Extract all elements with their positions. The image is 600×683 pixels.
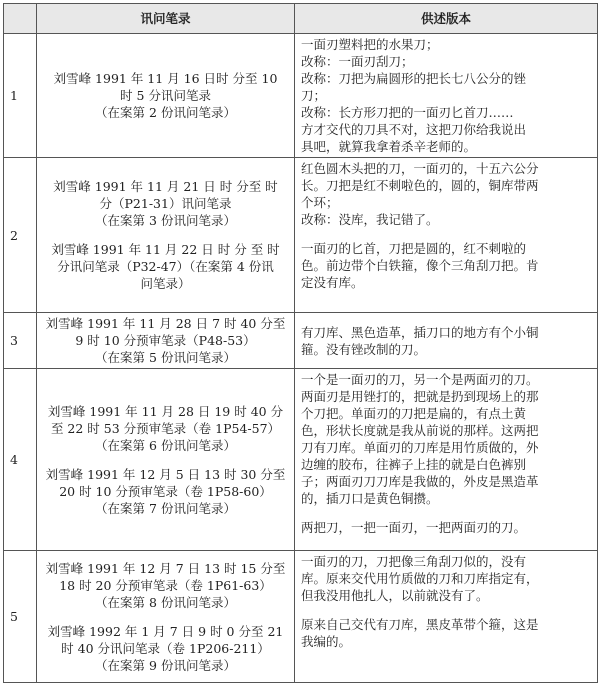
record-entry (43, 178, 288, 229)
version-line: 库。原来交代用竹质做的刀和刀库指定有， (301, 571, 539, 586)
record-line: 刘雪峰 1991 年 12 月 5 日 13 时 30 分至 (45, 466, 286, 482)
version-line: 的，插刀口是黄色铜攒。 (301, 491, 439, 506)
record-line: 分（P21-31）讯问笔录 (99, 196, 232, 211)
version-entry (301, 616, 591, 650)
table-row (4, 158, 598, 313)
version-line: 色，形状长度就是我从前说的那样。这两把 (301, 423, 539, 438)
record-line: 分讯问笔录（P32-47）（在案第 4 份讯 (57, 259, 274, 274)
record-line: 时 40 分讯问笔录（卷 1P206-211） (61, 640, 270, 656)
version-line: 改称：刀把为扁圆形的把长七八公分的锉 (301, 71, 527, 86)
version-line: 一个是一面刃的刀，另一个是两面刃的刀。 (301, 372, 539, 387)
version-line: 个环； (301, 195, 339, 210)
version-cell (295, 369, 598, 551)
record-line: 刘雪峰 1991 年 12 月 7 日 13 时 15 分至 (45, 560, 286, 576)
version-line: 两面刃是用锉打的，把就是扔到现场上的那 (301, 389, 539, 404)
version-entry (301, 240, 591, 291)
version-line: 箍。没有锉改制的刀。 (301, 341, 427, 357)
record-entry (43, 403, 288, 454)
record-line: （在案第 7 份讯问笔录） (95, 500, 236, 516)
version-cell (295, 551, 598, 683)
record-line: 9 时 10 分预审笔录（P48-53） (75, 333, 256, 348)
version-entry (301, 519, 591, 536)
record-line: （在案第 6 份讯问笔录） (95, 437, 236, 453)
record-entry (43, 315, 288, 366)
version-line: 个刀把。单面刃的刀把是扁的，有点土黄 (301, 406, 527, 421)
table-header-row (4, 4, 598, 34)
record-line: 至 22 时 53 分预审笔录（卷 1P54-57） (50, 420, 281, 436)
version-entry (301, 160, 591, 228)
version-line: 一面刃的刀，刀把像三角刮刀似的，没有 (301, 554, 527, 569)
version-line: 改称：没库，我记错了。 (301, 212, 439, 227)
record-entry (43, 70, 288, 121)
version-line: 原来自己交代有刀库，黑皮革带个箍，这是 (301, 617, 539, 632)
version-line: 定没有库。 (301, 275, 364, 290)
version-line: 子；两面刃刀刀库是我做的，外皮是黑造革 (301, 474, 539, 489)
version-line: 一面刃塑料把的水果刀； (301, 37, 439, 52)
record-line: 20 时 10 分预审笔录（卷 1P58-60） (59, 483, 272, 499)
version-line: 色。前边带个白铁箍，像个三角刮刀把。肯 (301, 258, 539, 273)
version-line: 具吧，就算我拿着杀辛老师的。 (301, 139, 477, 154)
record-cell (37, 313, 295, 369)
record-line: 问笔录） (140, 276, 191, 291)
version-line: 两把刀，一把一面刃，一把两面刃的刀。 (301, 520, 527, 535)
version-line: 红色圆木头把的刀，一面刃的，十五六公分 (301, 161, 539, 176)
version-entry (301, 371, 591, 507)
table-row (4, 551, 598, 683)
row-number: 4 (4, 369, 37, 551)
version-cell (295, 34, 598, 158)
record-line: 刘雪峰 1991 年 11 月 28 日 19 时 40 分 (47, 403, 284, 419)
record-line: （在案第 2 份讯问笔录） (95, 105, 236, 120)
record-line: （在案第 8 份讯问笔录） (95, 594, 236, 610)
confession-table (3, 3, 598, 683)
version-line: 边缠的胶布，往裤子上挂的就是白色裤别 (301, 457, 527, 472)
header-index (4, 4, 37, 34)
record-entry (43, 466, 288, 517)
record-line: 刘雪峰 1991 年 11 月 28 日 7 时 40 分至 (45, 316, 286, 331)
row-number: 3 (4, 313, 37, 369)
version-entry (301, 324, 591, 358)
version-entry (301, 553, 591, 604)
record-entry (43, 623, 288, 674)
version-line: 刀有刀库。单面刃的刀库是用竹质做的，外 (301, 440, 539, 455)
version-entry (301, 36, 591, 155)
version-line: 长。刀把是红不刺啦色的，圆的，铜库带两 (301, 178, 539, 193)
record-line: （在案第 3 份讯问笔录） (95, 213, 236, 228)
row-number: 2 (4, 158, 37, 313)
header-version: 供述版本 (295, 4, 598, 34)
version-cell (295, 158, 598, 313)
version-line: 改称：一面刃刮刀； (301, 54, 414, 69)
record-line: （在案第 5 份讯问笔录） (95, 350, 236, 365)
table-row (4, 369, 598, 551)
record-line: （在案第 9 份讯问笔录） (95, 657, 236, 673)
version-line: 但我没用他扎人，以前就没有了。 (301, 588, 489, 603)
version-cell (295, 313, 598, 369)
version-line: 我编的。 (301, 634, 352, 649)
record-cell (37, 34, 295, 158)
version-line: 改称：长方形刀把的一面刃匕首刀…… (301, 105, 514, 120)
version-line: 方才交代的刀具不对，这把刀你给我说出 (301, 122, 527, 137)
version-line: 一面刃的匕首，刀把是圆的，红不刺啦的 (301, 241, 527, 256)
record-line: 刘雪峰 1991 年 11 月 22 日 时 分 至 时 (51, 242, 280, 257)
version-line: 刀； (301, 88, 327, 103)
record-cell (37, 551, 295, 683)
record-cell (37, 369, 295, 551)
record-line: 18 时 20 分预审笔录（卷 1P61-63） (59, 577, 272, 593)
row-number: 5 (4, 551, 37, 683)
table-row (4, 313, 598, 369)
record-line: 刘雪峰 1991 年 11 月 16 日时 分至 10 (53, 71, 278, 86)
record-line: 刘雪峰 1991 年 11 月 21 日 时 分至 时 (53, 179, 278, 194)
header-record: 讯问笔录 (37, 4, 295, 34)
table-row (4, 34, 598, 158)
record-line: 时 5 分讯问笔录 (120, 88, 211, 103)
record-entry (43, 241, 288, 292)
record-cell (37, 158, 295, 313)
row-number: 1 (4, 34, 37, 158)
record-entry (43, 560, 288, 611)
record-line: 刘雪峰 1992 年 1 月 7 日 9 时 0 分至 21 (47, 623, 284, 639)
version-line: 有刀库、黑色造革，插刀口的地方有个小铜 (301, 324, 539, 340)
